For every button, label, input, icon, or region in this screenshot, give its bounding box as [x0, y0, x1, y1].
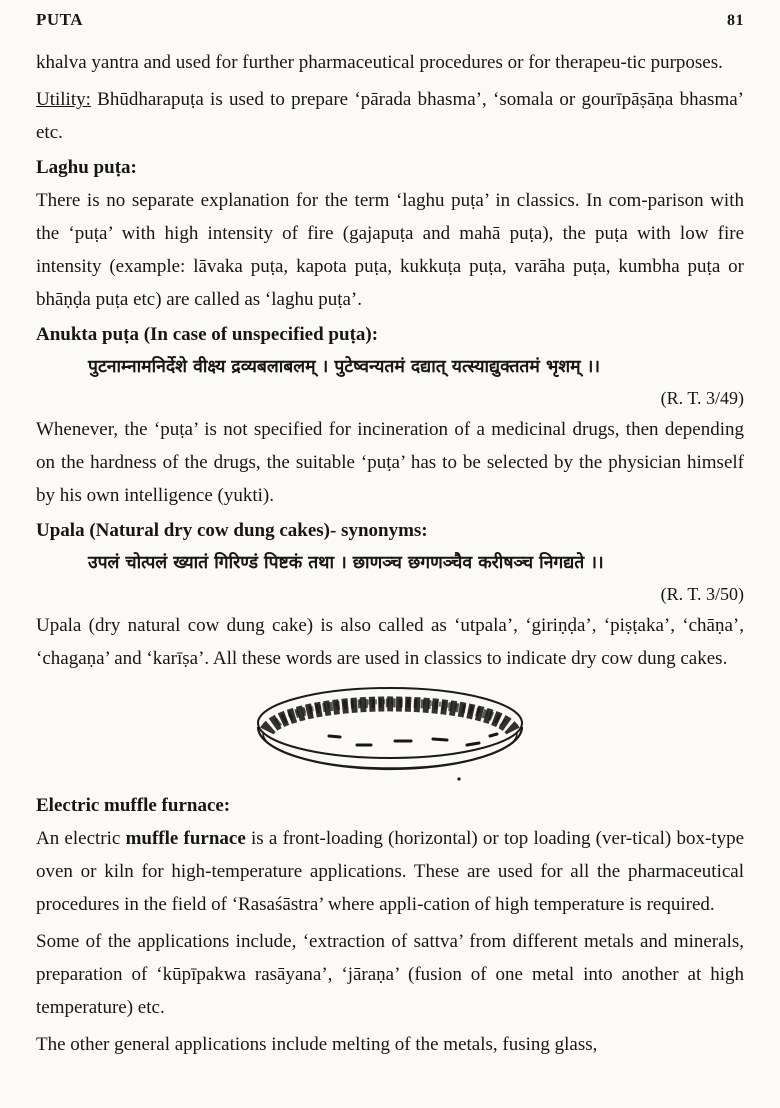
page-number: 81: [727, 12, 744, 29]
upala-paragraph: Upala (dry natural cow dung cake) is also called as ‘utpala’, ‘giriṇḍa’, ‘piṣṭaka’, ‘chāṇa’, ‘chagaṇa’ and ‘karīṣa’. All these words are used in classics to indicate dry cow dung cakes.: [36, 615, 744, 669]
cow-dung-cake-drawing: [245, 681, 535, 785]
laghu-puta-paragraph: There is no separate explanation for the term ‘laghu puṭa’ in classics. In com-parison with the ‘puṭa’ with high intensity of fire (gajapuṭa and mahā puṭa), the puṭa with low fire intensity (example: lāvaka puṭa, kapota puṭa, kukkuṭa puṭa, varāha puṭa, kumbha puṭa or bhāṇḍa puṭa etc) are called as ‘laghu puṭa’.: [36, 190, 744, 310]
applications-paragraph: Some of the applications include, ‘extraction of sattva’ from different metals and minerals, preparation of ‘kūpīpakwa rasāyana’, ‘jāraṇa’ (fusion of one metal into another at high temperature) etc.: [36, 931, 744, 1018]
electric-para-pre: An electric: [36, 828, 126, 849]
sanskrit-verse-2: उपलं चोत्पलं ख्यातं गिरिण्डं पिष्टकं तथा । छाणञ्च छगणञ्चैव करीषञ्च निगद्यते ।।: [88, 553, 604, 573]
intro-paragraph: khalva yantra and used for further pharmaceutical procedures or for therapeu-tic purposes.: [36, 52, 723, 73]
electric-para-post: is a front-loading (horizontal) or top loading (ver-tical) box-type oven or kiln for high-temperature applications. These are used for all the pharmaceutical procedures in the field of ‘Rasaśāstra’ where appli-cation of high temperature is required.: [36, 828, 744, 915]
anukta-puta-heading: Anukta puṭa (In case of unspecified puṭa):: [36, 324, 379, 345]
sanskrit-verse-1: पुटनाम्नामनिर्देशे वीक्ष्य द्रव्यबलाबलम् । पुटेष्वन्यतमं दद्यात् यत्स्याद्युक्ततमं भृशम् ।।: [88, 357, 600, 377]
electric-para-bold: muffle furnace: [125, 828, 246, 849]
laghu-puta-heading: Laghu puṭa:: [36, 157, 137, 178]
utility-paragraph: [36, 83, 744, 149]
running-title: PUTA: [36, 10, 84, 29]
page-header: [36, 10, 744, 30]
anukta-puta-paragraph: Whenever, the ‘puṭa’ is not specified for incineration of a medicinal drugs, then depending on the hardness of the drugs, the suitable ‘puṭa’ has to be selected by the physician himself by his own intelligence (yukti).: [36, 419, 744, 506]
electric-furnace-paragraph: [36, 822, 744, 921]
electric-furnace-heading: Electric muffle furnace:: [36, 795, 231, 816]
utility-text: Bhūdharapuṭa is used to prepare ‘pārada bhasma’, ‘somala or gourīpāṣāṇa bhasma’ etc.: [36, 89, 744, 143]
upala-heading: Upala (Natural dry cow dung cakes)- synonyms:: [36, 520, 428, 541]
final-paragraph: The other general applications include melting of the metals, fusing glass,: [36, 1034, 598, 1055]
figure-container: [36, 681, 744, 787]
verse-2-citation: (R. T. 3/50): [660, 584, 744, 604]
utility-label: Utility:: [36, 89, 91, 110]
verse-1-citation: (R. T. 3/49): [660, 388, 744, 408]
